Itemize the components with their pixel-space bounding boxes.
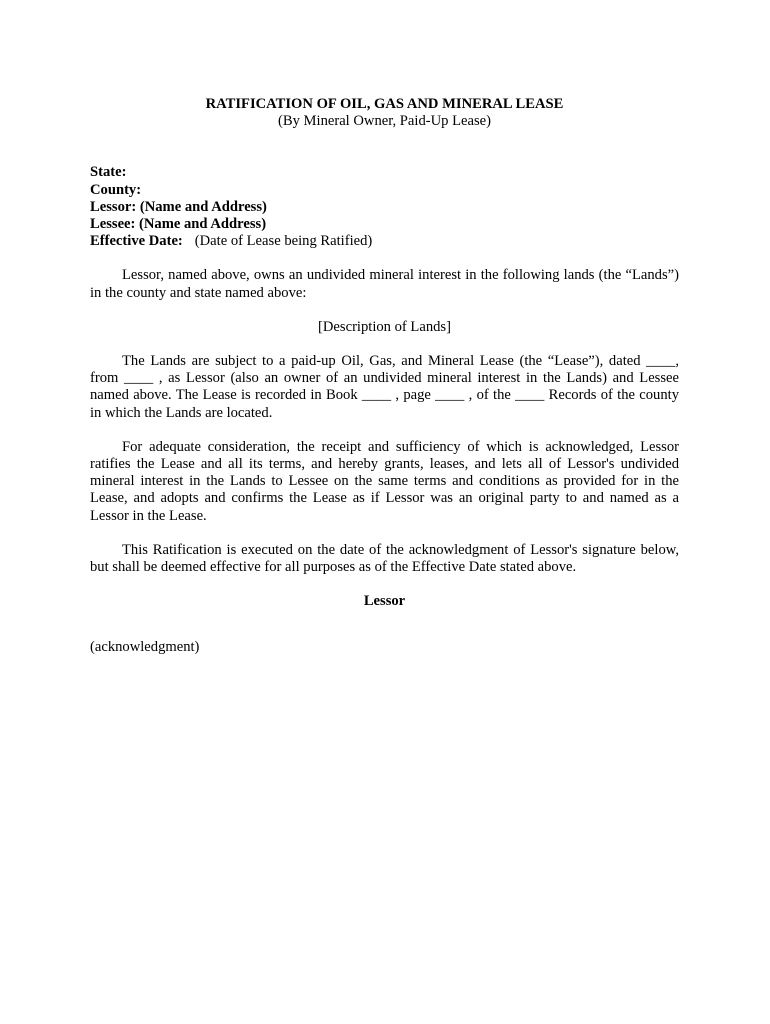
field-lessor-label: Lessor: (Name and Address) [90, 198, 267, 215]
field-county-label: County: [90, 181, 142, 198]
paragraph-ratification: For adequate consideration, the receipt and sufficiency of which is acknowledged, Lessor ratifies the Lease and all its terms, and hereby grants, leases, and lets all of Lessor's undivided mineral interest in the Lands to Lessee on the same terms and conditions as provided for in the Lease, and adopts and confirms the Lease as if Lessor was an original party to and named as a Lessor in the Lease. [90, 438, 679, 524]
paragraph-execution: This Ratification is executed on the date of the acknowledgment of Lessor's signature below, but shall be deemed effective for all purposes as of the Effective Date stated above. [90, 541, 679, 576]
field-lessee-label: Lessee: (Name and Address) [90, 216, 267, 233]
field-effective-date-label: Effective Date: [90, 233, 183, 250]
field-lessee [90, 216, 679, 233]
field-lessor [90, 199, 679, 216]
signature-lessor: Lessor [363, 593, 406, 610]
field-state-label: State: [90, 164, 127, 181]
field-state [90, 164, 679, 181]
document-page [90, 96, 679, 657]
paragraph-ownership: Lessor, named above, owns an undivided mineral interest in the following lands (the “Lands”) in the county and state named above: [90, 267, 679, 301]
header-fields [90, 164, 679, 250]
field-county [90, 182, 679, 199]
document-title: RATIFICATION OF OIL, GAS AND MINERAL LEASE [205, 96, 564, 112]
description-of-lands: [Description of Lands] [318, 318, 451, 335]
document-subtitle: (By Mineral Owner, Paid-Up Lease) [278, 113, 491, 130]
field-effective-date-value: (Date of Lease being Ratified) [194, 233, 373, 250]
field-effective-date [90, 233, 679, 250]
paragraph-lease: The Lands are subject to a paid-up Oil, Gas, and Mineral Lease (the “Lease”), dated ____, from ____ , as Lessor (also an owner of an undivided mineral interest in the Lands) and Lessee named above. The Lease is recorded in Book ____ , page ____ , of the ____ Records of the county in which the Lands are located. [90, 353, 679, 421]
acknowledgment: (acknowledgment) [90, 639, 200, 656]
